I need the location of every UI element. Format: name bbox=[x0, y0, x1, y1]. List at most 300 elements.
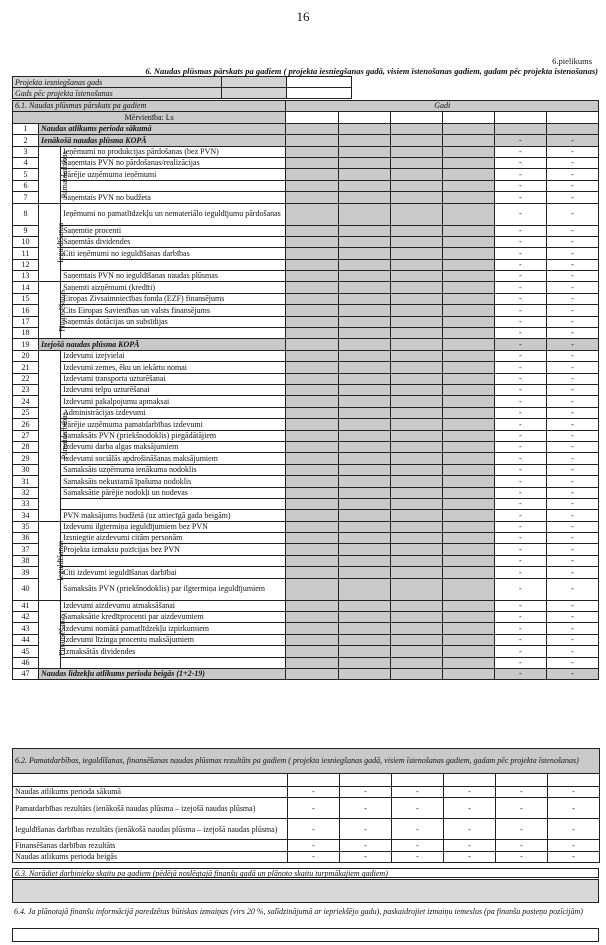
year-value-cell[interactable] bbox=[286, 259, 338, 270]
result-year-cell[interactable] bbox=[288, 774, 340, 787]
year-value-cell[interactable] bbox=[390, 498, 442, 509]
year-value-cell[interactable] bbox=[442, 567, 494, 578]
year-value-cell[interactable] bbox=[390, 384, 442, 395]
year-value-cell[interactable] bbox=[390, 316, 442, 327]
year-value-cell[interactable] bbox=[390, 407, 442, 418]
year-value-cell[interactable] bbox=[338, 600, 390, 611]
year-value-cell[interactable] bbox=[390, 396, 442, 407]
year-value-cell[interactable]: - bbox=[494, 441, 546, 452]
year-value-cell[interactable] bbox=[286, 668, 338, 679]
year-value-cell[interactable]: - bbox=[546, 339, 598, 350]
year-value-cell[interactable] bbox=[442, 293, 494, 304]
year-value-cell[interactable] bbox=[338, 271, 390, 282]
year-value-cell[interactable]: - bbox=[494, 225, 546, 236]
year-value-cell[interactable] bbox=[338, 430, 390, 441]
year-value-cell[interactable]: - bbox=[546, 430, 598, 441]
year-value-cell[interactable] bbox=[286, 236, 338, 247]
result-value-cell[interactable]: - bbox=[444, 798, 496, 819]
result-value-cell[interactable]: - bbox=[548, 787, 600, 798]
year-value-cell[interactable] bbox=[390, 146, 442, 157]
result-value-cell[interactable]: - bbox=[444, 787, 496, 798]
year-value-cell[interactable] bbox=[390, 533, 442, 544]
year-value-cell[interactable]: - bbox=[494, 350, 546, 361]
year-value-cell[interactable]: - bbox=[546, 135, 598, 146]
result-value-cell[interactable]: - bbox=[288, 787, 340, 798]
result-year-cell[interactable] bbox=[444, 774, 496, 787]
year-value-cell[interactable] bbox=[286, 657, 338, 668]
year-value-cell[interactable]: - bbox=[494, 328, 546, 339]
year-value-cell[interactable] bbox=[286, 430, 338, 441]
result-value-cell[interactable]: - bbox=[496, 798, 548, 819]
changes-explanation-box[interactable] bbox=[12, 928, 599, 942]
year-value-cell[interactable]: - bbox=[546, 271, 598, 282]
year-value-cell[interactable] bbox=[494, 123, 546, 134]
year-value-cell[interactable] bbox=[286, 521, 338, 532]
result-value-cell[interactable]: - bbox=[288, 840, 340, 851]
year-value-cell[interactable]: - bbox=[546, 180, 598, 191]
year-value-cell[interactable]: - bbox=[546, 600, 598, 611]
year-value-cell[interactable] bbox=[286, 316, 338, 327]
year-value-cell[interactable]: - bbox=[494, 203, 546, 225]
year-value-cell[interactable] bbox=[442, 533, 494, 544]
year-value-cell[interactable] bbox=[338, 533, 390, 544]
year-value-cell[interactable] bbox=[442, 634, 494, 645]
year-value-cell[interactable] bbox=[442, 430, 494, 441]
year-value-cell[interactable] bbox=[390, 430, 442, 441]
year-value-cell[interactable] bbox=[442, 464, 494, 475]
year-value-cell[interactable] bbox=[442, 192, 494, 203]
year-value-cell[interactable] bbox=[442, 146, 494, 157]
year-value-cell[interactable] bbox=[442, 305, 494, 316]
year-value-cell[interactable] bbox=[442, 169, 494, 180]
year-value-cell[interactable] bbox=[286, 271, 338, 282]
year-value-cell[interactable] bbox=[338, 464, 390, 475]
year-value-cell[interactable]: - bbox=[494, 430, 546, 441]
year-value-cell[interactable]: - bbox=[494, 668, 546, 679]
result-value-cell[interactable]: - bbox=[392, 787, 444, 798]
year-header-cell[interactable] bbox=[494, 112, 546, 123]
year-value-cell[interactable] bbox=[338, 123, 390, 134]
year-value-cell[interactable] bbox=[442, 203, 494, 225]
employee-count-box[interactable] bbox=[12, 879, 599, 903]
year-value-cell[interactable] bbox=[442, 248, 494, 259]
year-value-cell[interactable]: - bbox=[494, 305, 546, 316]
year-value-cell[interactable] bbox=[442, 521, 494, 532]
year-value-cell[interactable] bbox=[338, 567, 390, 578]
year-value-cell[interactable]: - bbox=[494, 555, 546, 566]
year-value-cell[interactable] bbox=[442, 646, 494, 657]
result-value-cell[interactable]: - bbox=[288, 819, 340, 840]
year-value-cell[interactable]: - bbox=[546, 169, 598, 180]
year-value-cell[interactable] bbox=[338, 316, 390, 327]
year-value-cell[interactable]: - bbox=[546, 259, 598, 270]
year-value-cell[interactable] bbox=[286, 600, 338, 611]
year-value-cell[interactable]: - bbox=[546, 192, 598, 203]
year-value-cell[interactable]: - bbox=[494, 259, 546, 270]
result-value-cell[interactable]: - bbox=[444, 840, 496, 851]
year-value-cell[interactable] bbox=[286, 203, 338, 225]
year-value-cell[interactable] bbox=[338, 293, 390, 304]
year-value-cell[interactable] bbox=[442, 407, 494, 418]
year-value-cell[interactable]: - bbox=[546, 612, 598, 623]
year-value-cell[interactable] bbox=[390, 135, 442, 146]
year-value-cell[interactable] bbox=[286, 510, 338, 521]
year-value-cell[interactable]: - bbox=[494, 612, 546, 623]
year-value-cell[interactable] bbox=[442, 510, 494, 521]
year-value-cell[interactable]: - bbox=[494, 373, 546, 384]
year-value-cell[interactable]: - bbox=[494, 192, 546, 203]
year-value-cell[interactable]: - bbox=[494, 623, 546, 634]
year-value-cell[interactable] bbox=[442, 157, 494, 168]
year-value-cell[interactable] bbox=[442, 225, 494, 236]
year-value-cell[interactable] bbox=[546, 123, 598, 134]
year-value-cell[interactable]: - bbox=[494, 316, 546, 327]
year-value-cell[interactable] bbox=[442, 282, 494, 293]
year-value-cell[interactable] bbox=[286, 146, 338, 157]
year-value-cell[interactable]: - bbox=[494, 419, 546, 430]
year-value-cell[interactable] bbox=[286, 419, 338, 430]
year-value-cell[interactable]: - bbox=[494, 248, 546, 259]
year-value-cell[interactable] bbox=[442, 236, 494, 247]
year-value-cell[interactable] bbox=[442, 555, 494, 566]
year-value-cell[interactable] bbox=[442, 339, 494, 350]
year-value-cell[interactable] bbox=[338, 578, 390, 600]
year-value-cell[interactable] bbox=[338, 305, 390, 316]
year-value-cell[interactable] bbox=[390, 123, 442, 134]
result-value-cell[interactable]: - bbox=[392, 798, 444, 819]
year-value-cell[interactable] bbox=[442, 123, 494, 134]
year-value-cell[interactable] bbox=[442, 453, 494, 464]
year-value-cell[interactable] bbox=[442, 316, 494, 327]
year-value-cell[interactable]: - bbox=[546, 441, 598, 452]
year-value-cell[interactable] bbox=[286, 180, 338, 191]
year-value-cell[interactable] bbox=[338, 396, 390, 407]
result-value-cell[interactable]: - bbox=[340, 840, 392, 851]
year-value-cell[interactable]: - bbox=[494, 396, 546, 407]
year-value-cell[interactable] bbox=[338, 646, 390, 657]
year-value-cell[interactable] bbox=[338, 634, 390, 645]
year-value-cell[interactable] bbox=[338, 498, 390, 509]
year-value-cell[interactable]: - bbox=[546, 476, 598, 487]
year-value-cell[interactable] bbox=[390, 248, 442, 259]
year-value-cell[interactable] bbox=[338, 407, 390, 418]
year-value-cell[interactable] bbox=[390, 157, 442, 168]
year-value-cell[interactable] bbox=[338, 282, 390, 293]
year-value-cell[interactable]: - bbox=[546, 316, 598, 327]
year-value-cell[interactable] bbox=[390, 634, 442, 645]
year-value-cell[interactable] bbox=[442, 578, 494, 600]
year-value-cell[interactable] bbox=[286, 328, 338, 339]
year-value-cell[interactable]: - bbox=[546, 225, 598, 236]
project-year-value[interactable] bbox=[222, 77, 287, 88]
year-value-cell[interactable] bbox=[338, 623, 390, 634]
year-value-cell[interactable]: - bbox=[494, 600, 546, 611]
year-value-cell[interactable] bbox=[338, 510, 390, 521]
year-value-cell[interactable]: - bbox=[546, 578, 598, 600]
year-value-cell[interactable] bbox=[390, 225, 442, 236]
year-value-cell[interactable] bbox=[338, 146, 390, 157]
year-value-cell[interactable]: - bbox=[546, 510, 598, 521]
year-value-cell[interactable] bbox=[286, 396, 338, 407]
year-value-cell[interactable] bbox=[286, 157, 338, 168]
year-value-cell[interactable]: - bbox=[546, 544, 598, 555]
year-value-cell[interactable] bbox=[442, 623, 494, 634]
year-value-cell[interactable] bbox=[390, 578, 442, 600]
year-value-cell[interactable] bbox=[286, 350, 338, 361]
year-value-cell[interactable] bbox=[390, 259, 442, 270]
year-value-cell[interactable] bbox=[286, 441, 338, 452]
year-value-cell[interactable] bbox=[338, 169, 390, 180]
year-value-cell[interactable]: - bbox=[546, 533, 598, 544]
year-value-cell[interactable] bbox=[286, 407, 338, 418]
year-value-cell[interactable] bbox=[390, 668, 442, 679]
year-value-cell[interactable] bbox=[338, 203, 390, 225]
year-header-cell[interactable] bbox=[286, 112, 338, 123]
year-value-cell[interactable] bbox=[390, 282, 442, 293]
year-value-cell[interactable]: - bbox=[494, 578, 546, 600]
year-value-cell[interactable] bbox=[390, 623, 442, 634]
year-value-cell[interactable] bbox=[286, 282, 338, 293]
year-value-cell[interactable]: - bbox=[546, 350, 598, 361]
year-value-cell[interactable] bbox=[390, 476, 442, 487]
year-value-cell[interactable] bbox=[442, 328, 494, 339]
year-value-cell[interactable] bbox=[442, 487, 494, 498]
year-value-cell[interactable]: - bbox=[494, 293, 546, 304]
year-value-cell[interactable] bbox=[286, 646, 338, 657]
project-year-value[interactable] bbox=[287, 77, 352, 88]
year-value-cell[interactable] bbox=[390, 419, 442, 430]
year-value-cell[interactable] bbox=[390, 464, 442, 475]
year-value-cell[interactable]: - bbox=[494, 384, 546, 395]
year-value-cell[interactable] bbox=[390, 600, 442, 611]
result-value-cell[interactable]: - bbox=[288, 851, 340, 862]
year-value-cell[interactable] bbox=[338, 157, 390, 168]
result-value-cell[interactable]: - bbox=[548, 798, 600, 819]
year-value-cell[interactable]: - bbox=[546, 328, 598, 339]
year-header-cell[interactable] bbox=[442, 112, 494, 123]
result-value-cell[interactable]: - bbox=[340, 787, 392, 798]
year-value-cell[interactable] bbox=[338, 192, 390, 203]
year-value-cell[interactable]: - bbox=[546, 464, 598, 475]
result-value-cell[interactable]: - bbox=[392, 851, 444, 862]
year-value-cell[interactable] bbox=[390, 305, 442, 316]
result-year-cell[interactable] bbox=[392, 774, 444, 787]
year-value-cell[interactable] bbox=[442, 668, 494, 679]
year-value-cell[interactable]: - bbox=[494, 169, 546, 180]
year-value-cell[interactable]: - bbox=[546, 203, 598, 225]
year-value-cell[interactable] bbox=[286, 544, 338, 555]
year-value-cell[interactable]: - bbox=[494, 646, 546, 657]
year-value-cell[interactable] bbox=[390, 180, 442, 191]
year-value-cell[interactable] bbox=[286, 135, 338, 146]
year-value-cell[interactable] bbox=[442, 600, 494, 611]
year-value-cell[interactable] bbox=[286, 293, 338, 304]
year-value-cell[interactable] bbox=[338, 521, 390, 532]
year-value-cell[interactable]: - bbox=[546, 521, 598, 532]
result-value-cell[interactable]: - bbox=[548, 819, 600, 840]
year-value-cell[interactable] bbox=[390, 236, 442, 247]
result-value-cell[interactable]: - bbox=[496, 787, 548, 798]
result-value-cell[interactable]: - bbox=[548, 851, 600, 862]
year-value-cell[interactable]: - bbox=[546, 419, 598, 430]
year-value-cell[interactable] bbox=[286, 362, 338, 373]
year-value-cell[interactable] bbox=[390, 555, 442, 566]
result-value-cell[interactable]: - bbox=[340, 798, 392, 819]
year-value-cell[interactable]: - bbox=[546, 236, 598, 247]
year-value-cell[interactable] bbox=[390, 441, 442, 452]
year-value-cell[interactable] bbox=[390, 453, 442, 464]
year-value-cell[interactable] bbox=[286, 339, 338, 350]
year-value-cell[interactable]: - bbox=[546, 407, 598, 418]
year-value-cell[interactable] bbox=[390, 328, 442, 339]
result-value-cell[interactable]: - bbox=[392, 819, 444, 840]
year-value-cell[interactable] bbox=[442, 498, 494, 509]
year-value-cell[interactable] bbox=[390, 192, 442, 203]
year-value-cell[interactable] bbox=[390, 350, 442, 361]
year-value-cell[interactable]: - bbox=[546, 293, 598, 304]
year-value-cell[interactable] bbox=[286, 192, 338, 203]
result-value-cell[interactable]: - bbox=[288, 798, 340, 819]
year-value-cell[interactable] bbox=[390, 271, 442, 282]
year-value-cell[interactable]: - bbox=[494, 464, 546, 475]
year-value-cell[interactable] bbox=[286, 384, 338, 395]
year-value-cell[interactable]: - bbox=[494, 282, 546, 293]
year-value-cell[interactable] bbox=[338, 259, 390, 270]
year-value-cell[interactable] bbox=[338, 657, 390, 668]
year-value-cell[interactable] bbox=[338, 555, 390, 566]
year-value-cell[interactable] bbox=[286, 476, 338, 487]
year-value-cell[interactable]: - bbox=[494, 634, 546, 645]
year-value-cell[interactable] bbox=[286, 612, 338, 623]
year-value-cell[interactable] bbox=[286, 555, 338, 566]
year-value-cell[interactable]: - bbox=[494, 339, 546, 350]
year-value-cell[interactable] bbox=[286, 169, 338, 180]
year-value-cell[interactable] bbox=[286, 123, 338, 134]
year-value-cell[interactable]: - bbox=[494, 657, 546, 668]
year-value-cell[interactable] bbox=[338, 612, 390, 623]
result-value-cell[interactable]: - bbox=[340, 819, 392, 840]
year-value-cell[interactable] bbox=[338, 487, 390, 498]
year-value-cell[interactable] bbox=[338, 668, 390, 679]
project-year-value[interactable] bbox=[222, 88, 287, 99]
year-value-cell[interactable]: - bbox=[494, 521, 546, 532]
year-value-cell[interactable]: - bbox=[546, 362, 598, 373]
year-value-cell[interactable]: - bbox=[494, 544, 546, 555]
year-value-cell[interactable]: - bbox=[546, 646, 598, 657]
year-value-cell[interactable] bbox=[338, 419, 390, 430]
year-value-cell[interactable] bbox=[338, 248, 390, 259]
year-value-cell[interactable] bbox=[286, 453, 338, 464]
year-value-cell[interactable]: - bbox=[546, 157, 598, 168]
year-value-cell[interactable] bbox=[442, 135, 494, 146]
year-value-cell[interactable] bbox=[286, 533, 338, 544]
result-value-cell[interactable]: - bbox=[548, 840, 600, 851]
year-value-cell[interactable]: - bbox=[546, 453, 598, 464]
year-value-cell[interactable] bbox=[390, 362, 442, 373]
year-value-cell[interactable] bbox=[286, 373, 338, 384]
year-value-cell[interactable]: - bbox=[546, 487, 598, 498]
year-value-cell[interactable] bbox=[286, 578, 338, 600]
year-value-cell[interactable] bbox=[390, 510, 442, 521]
year-value-cell[interactable]: - bbox=[546, 634, 598, 645]
year-value-cell[interactable]: - bbox=[494, 567, 546, 578]
year-value-cell[interactable]: - bbox=[546, 282, 598, 293]
year-value-cell[interactable] bbox=[442, 441, 494, 452]
year-value-cell[interactable]: - bbox=[494, 407, 546, 418]
year-value-cell[interactable] bbox=[390, 646, 442, 657]
year-value-cell[interactable]: - bbox=[546, 668, 598, 679]
result-year-cell[interactable] bbox=[340, 774, 392, 787]
year-value-cell[interactable] bbox=[286, 248, 338, 259]
result-value-cell[interactable]: - bbox=[392, 840, 444, 851]
year-value-cell[interactable] bbox=[286, 305, 338, 316]
year-value-cell[interactable] bbox=[338, 328, 390, 339]
result-year-cell[interactable] bbox=[548, 774, 600, 787]
year-value-cell[interactable] bbox=[286, 464, 338, 475]
year-value-cell[interactable] bbox=[338, 135, 390, 146]
year-value-cell[interactable] bbox=[390, 521, 442, 532]
year-value-cell[interactable] bbox=[442, 612, 494, 623]
year-value-cell[interactable] bbox=[390, 203, 442, 225]
year-value-cell[interactable] bbox=[338, 441, 390, 452]
year-value-cell[interactable] bbox=[442, 271, 494, 282]
year-value-cell[interactable] bbox=[286, 487, 338, 498]
year-value-cell[interactable] bbox=[286, 634, 338, 645]
year-value-cell[interactable]: - bbox=[546, 657, 598, 668]
year-value-cell[interactable] bbox=[390, 567, 442, 578]
year-value-cell[interactable] bbox=[390, 293, 442, 304]
year-value-cell[interactable]: - bbox=[546, 567, 598, 578]
year-value-cell[interactable]: - bbox=[494, 510, 546, 521]
year-value-cell[interactable]: - bbox=[546, 623, 598, 634]
year-value-cell[interactable] bbox=[390, 657, 442, 668]
year-value-cell[interactable] bbox=[390, 612, 442, 623]
year-value-cell[interactable]: - bbox=[546, 555, 598, 566]
year-value-cell[interactable]: - bbox=[546, 146, 598, 157]
project-year-value[interactable] bbox=[287, 88, 352, 99]
year-value-cell[interactable] bbox=[442, 180, 494, 191]
year-value-cell[interactable] bbox=[338, 476, 390, 487]
year-value-cell[interactable] bbox=[338, 350, 390, 361]
year-value-cell[interactable]: - bbox=[494, 271, 546, 282]
year-value-cell[interactable]: - bbox=[494, 453, 546, 464]
result-year-cell[interactable] bbox=[496, 774, 548, 787]
year-value-cell[interactable] bbox=[338, 362, 390, 373]
year-value-cell[interactable] bbox=[338, 225, 390, 236]
result-value-cell[interactable]: - bbox=[444, 851, 496, 862]
year-value-cell[interactable]: - bbox=[494, 487, 546, 498]
result-value-cell[interactable]: - bbox=[496, 819, 548, 840]
year-value-cell[interactable] bbox=[338, 384, 390, 395]
year-value-cell[interactable] bbox=[286, 498, 338, 509]
year-value-cell[interactable] bbox=[286, 623, 338, 634]
year-value-cell[interactable] bbox=[442, 384, 494, 395]
year-value-cell[interactable] bbox=[390, 487, 442, 498]
result-value-cell[interactable]: - bbox=[496, 840, 548, 851]
year-value-cell[interactable] bbox=[442, 657, 494, 668]
result-value-cell[interactable]: - bbox=[496, 851, 548, 862]
year-value-cell[interactable]: - bbox=[494, 180, 546, 191]
year-value-cell[interactable]: - bbox=[546, 396, 598, 407]
year-value-cell[interactable] bbox=[338, 236, 390, 247]
year-value-cell[interactable]: - bbox=[494, 362, 546, 373]
year-value-cell[interactable] bbox=[338, 180, 390, 191]
year-value-cell[interactable] bbox=[442, 396, 494, 407]
result-value-cell[interactable]: - bbox=[444, 819, 496, 840]
year-value-cell[interactable]: - bbox=[494, 533, 546, 544]
year-value-cell[interactable] bbox=[338, 339, 390, 350]
year-value-cell[interactable] bbox=[390, 339, 442, 350]
